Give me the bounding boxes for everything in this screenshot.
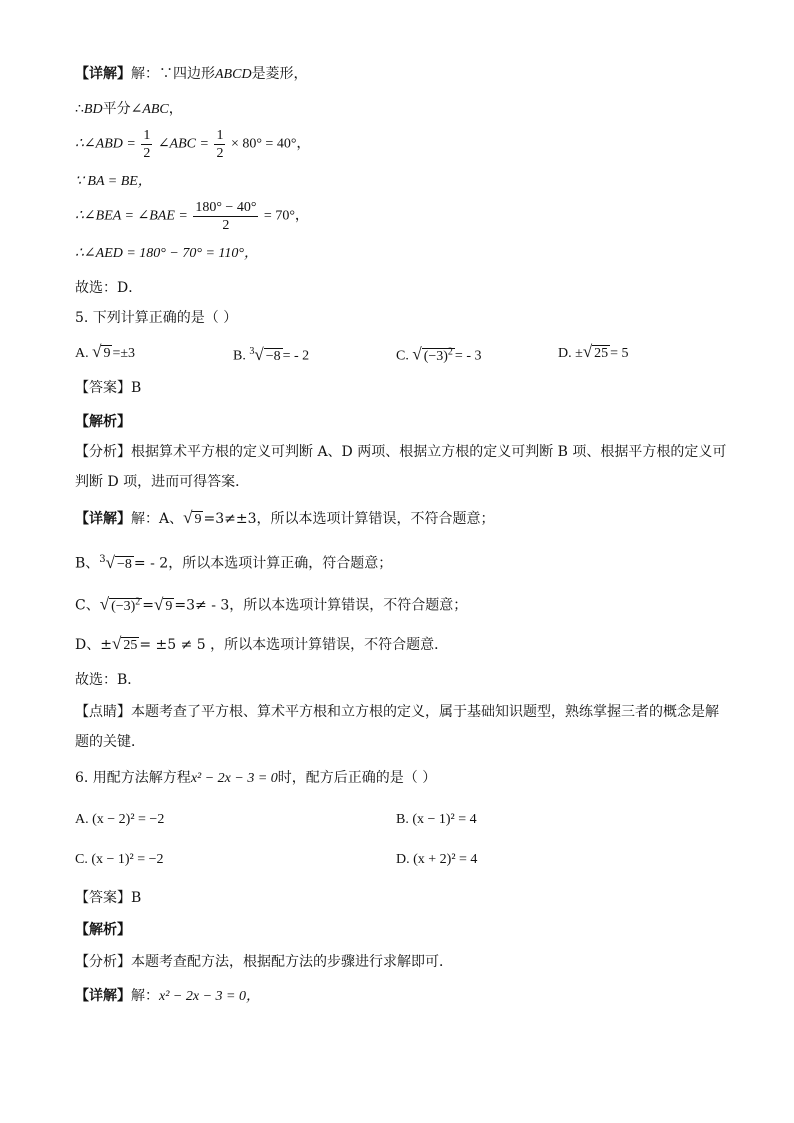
- detail-line-2: [75, 99, 183, 120]
- sqrt-symbol: √ 9: [92, 342, 111, 361]
- radicand: −8: [117, 556, 132, 572]
- detail-rest: = - 2，所以本选项计算正确，符合题意；: [133, 555, 393, 572]
- sqrt-symbol: √ 25: [111, 634, 138, 653]
- q6-option-b: B. (x − 1)² = 4: [396, 812, 477, 827]
- cbrt-symbol: √ −8: [254, 344, 281, 364]
- detail-line-4: ∵ BA = BE，: [75, 174, 152, 189]
- equation-rhs: = 70°，: [263, 208, 309, 224]
- option-label: B.: [233, 348, 246, 364]
- therefore-symbol: ∴: [75, 101, 84, 117]
- q6-option-d: D. (x + 2)² = 4: [396, 852, 478, 867]
- option-rest: =±3: [112, 346, 136, 361]
- fraction-numerator: 180° − 40°: [195, 200, 257, 215]
- sqrt-symbol: √ $(-3)^2$: [99, 594, 141, 614]
- radicand: 9: [194, 512, 202, 527]
- detail-line-3: [75, 127, 310, 162]
- equation-lhs: ∴∠ABD =: [75, 136, 136, 152]
- q5-analysis-tag: 【解析】: [75, 414, 131, 430]
- detail-end: 是菱形，: [251, 66, 308, 82]
- sqrt-symbol: √ 9: [154, 594, 173, 614]
- q5-xiangjie-b: [75, 550, 392, 575]
- q5-option-d: [558, 342, 629, 364]
- equation-rhs: × 80° = 40°，: [230, 136, 311, 152]
- radicand: −8: [265, 348, 281, 364]
- radicand: 25: [594, 346, 609, 361]
- detail-line-6: ∴∠AED = 180° − 70° = 110°，: [75, 246, 258, 261]
- detail-line-1: [75, 64, 308, 85]
- detail-line-5: [75, 199, 309, 234]
- detail-tag: 【详解】: [75, 511, 131, 527]
- detail-tag: 【详解】: [75, 988, 131, 1004]
- detail-text: 解：: [131, 988, 159, 1004]
- q6-option-a: A. (x − 2)² = −2: [75, 812, 165, 827]
- detail-equation: x² − 2x − 3 = 0，: [159, 989, 260, 1004]
- fraction-half-1: $\frac{1}{2}$: [143, 128, 151, 161]
- option-rest: = - 2: [282, 348, 310, 364]
- equation-mid: ∠ABC =: [157, 136, 209, 152]
- radicand: (−3): [423, 348, 448, 364]
- q5-option-c: [396, 342, 481, 367]
- fraction-denominator: 2: [222, 218, 230, 233]
- option-rest: = 5: [610, 346, 629, 361]
- bisect-text: 平分: [102, 101, 131, 117]
- q5-fenxi-2: 判断 D 项，进而可得答案．: [75, 474, 250, 490]
- q5-choose: 故选：B．: [75, 672, 142, 688]
- q6-answer: 【答案】B: [75, 890, 142, 906]
- exponent: 2: [135, 596, 141, 607]
- root-index: 3: [99, 554, 106, 565]
- q6-fenxi: 【分析】本题考查配方法，根据配方法的步骤进行求解即可．: [75, 954, 453, 970]
- fraction-angle: [193, 199, 258, 234]
- diagonal-name: BD: [83, 102, 103, 117]
- q5-dianjing-1: 【点睛】本题考查了平方根、算术平方根和立方根的定义，属于基础知识题型，熟练掌握三者的概念是解: [75, 704, 719, 720]
- cbrt-symbol: √ −8: [105, 552, 132, 572]
- fraction-half-2: $\frac{1}{2}$: [216, 128, 224, 161]
- q6-xiangjie: [75, 986, 260, 1007]
- detail-text: 解：∵四边形: [131, 66, 215, 82]
- q6-option-c: C. (x − 1)² = −2: [75, 852, 164, 867]
- radicand: 25: [123, 638, 138, 653]
- option-rest: = - 3: [454, 348, 482, 364]
- question-6-stem: [75, 768, 436, 789]
- radicand: (−3): [111, 598, 136, 614]
- detail-rest: =3≠ - 3，所以本选项计算错误，不符合题意；: [174, 597, 468, 614]
- q5-fenxi-1: 【分析】根据算术平方根的定义可判断 A、D 两项、根据立方根的定义可判断 B 项、根据平方根的定义可: [75, 444, 727, 460]
- detail-pre: 解：A、: [131, 511, 184, 527]
- choose-line: 故选：D．: [75, 280, 143, 296]
- equals: =: [142, 597, 155, 614]
- q5-option-b: [233, 342, 309, 367]
- q5-dianjing-2: 题的关键．: [75, 734, 145, 750]
- root-index: 3: [249, 346, 255, 357]
- option-label: A.: [75, 346, 89, 361]
- angle-name: ∠ABC: [130, 102, 169, 117]
- sqrt-symbol: √ 25: [582, 342, 609, 361]
- line-end: ，: [168, 101, 183, 117]
- detail-pre: D、±: [75, 637, 112, 653]
- q5-option-a: [75, 342, 135, 364]
- radicand: 9: [103, 346, 111, 361]
- q5-xiangjie-a: [75, 508, 494, 530]
- question-5-stem: 5. 下列计算正确的是（ ）: [75, 310, 238, 326]
- equation-lhs: ∴∠BEA = ∠BAE =: [75, 208, 188, 224]
- stem-post: 时，配方后正确的是（ ）: [277, 770, 437, 786]
- option-label: C.: [396, 348, 409, 364]
- q5-answer: 【答案】B: [75, 380, 142, 396]
- q6-analysis-tag: 【解析】: [75, 922, 131, 938]
- stem-pre: 6. 用配方法解方程: [75, 770, 191, 786]
- detail-pre: C、: [75, 597, 100, 614]
- sqrt-symbol: √ $(-3)^2$: [412, 344, 453, 364]
- plus-minus: ±: [575, 346, 583, 361]
- radicand: 9: [165, 598, 173, 614]
- detail-rest: = ±5 ≠ 5 ，所以本选项计算错误，不符合题意．: [139, 637, 449, 653]
- detail-tag: 【详解】: [75, 66, 131, 82]
- option-label: D.: [558, 346, 572, 361]
- exponent: 2: [447, 346, 453, 357]
- sqrt-symbol: √ 9: [183, 508, 202, 527]
- detail-pre: B、: [75, 555, 100, 572]
- detail-rest: =3≠±3，所以本选项计算错误，不符合题意；: [203, 511, 495, 527]
- stem-equation: x² − 2x − 3 = 0: [190, 771, 278, 786]
- quad-name: ABCD: [215, 67, 252, 82]
- q5-xiangjie-d: [75, 634, 448, 656]
- q5-xiangjie-c: [75, 592, 467, 617]
